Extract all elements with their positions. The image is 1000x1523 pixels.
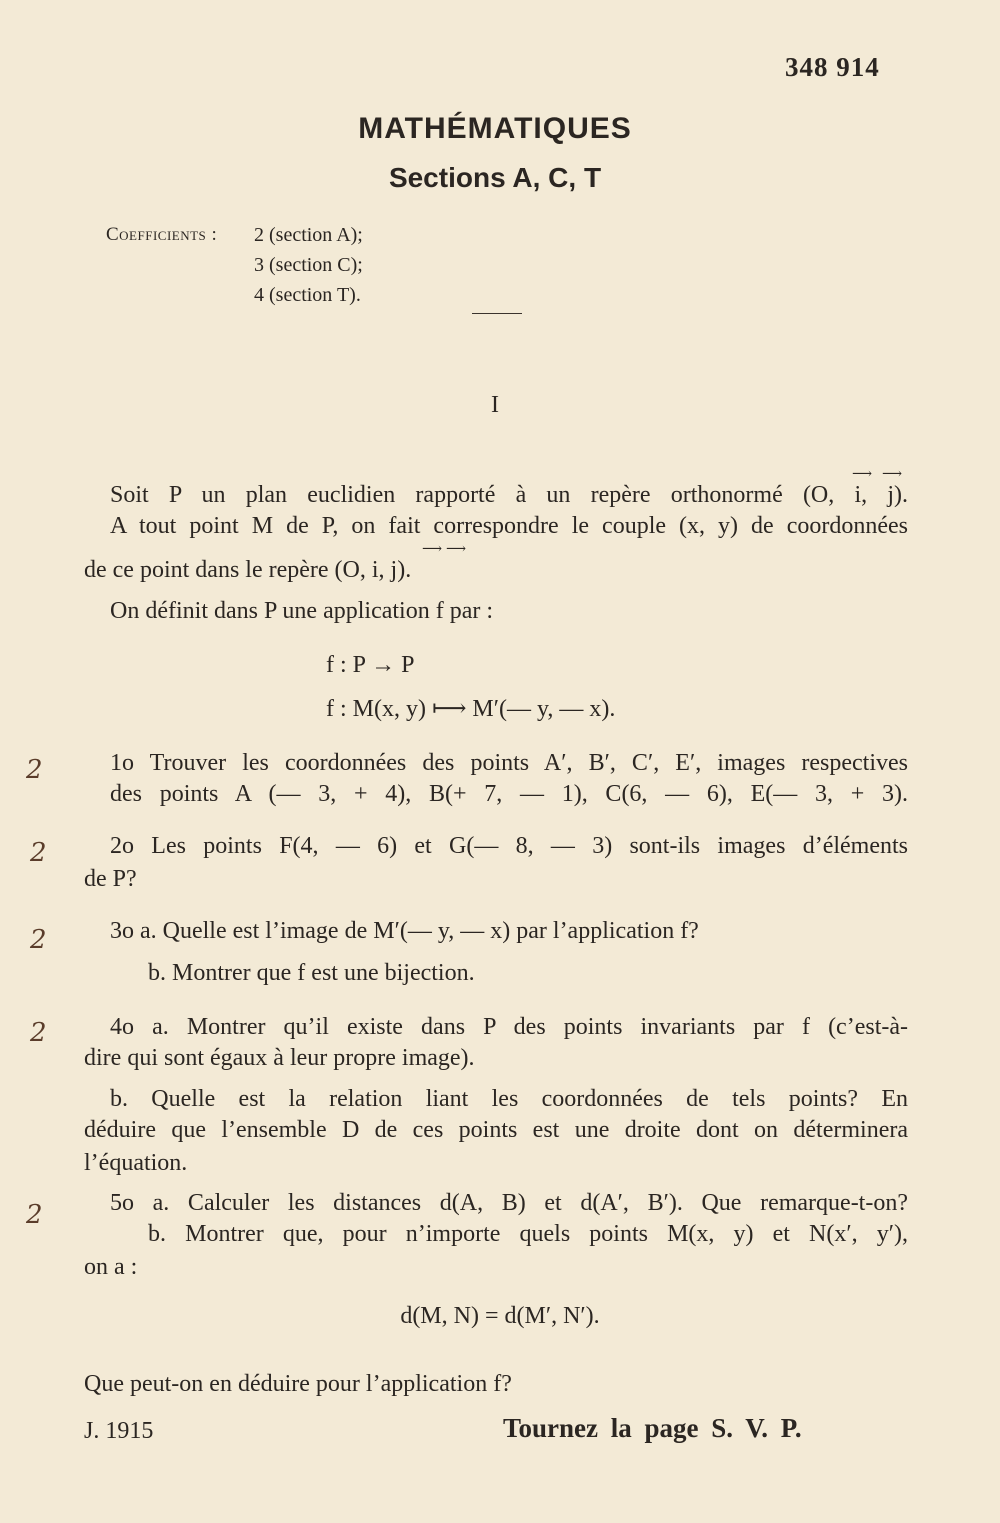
question-4a: dire qui sont égaux à leur propre image). xyxy=(84,1045,475,1071)
page-title: MATHÉMATIQUES xyxy=(358,112,632,145)
part-number: I xyxy=(491,392,499,418)
handwritten-mark: 2 xyxy=(30,925,47,955)
question-4b: b. Quelle est la relation liant les coordonnées de tels points? En xyxy=(110,1086,908,1112)
conclusion-question: Que peut-on en déduire pour l’application f? xyxy=(84,1371,512,1397)
question-5a: 5o a. Calculer les distances d(A, B) et d(A′, B′). Que remarque-t-on? xyxy=(110,1190,908,1216)
handwritten-mark: 2 xyxy=(30,1018,47,1048)
question-2: 2o Les points F(4, — 6) et G(— 8, — 3) sont-ils images d’éléments xyxy=(110,833,908,859)
definition-line: f : M(x, y) ⟼ M′(— y, — x). xyxy=(326,696,616,722)
question-1: des points A (— 3, + 4), B(+ 7, — 1), C(6, — 6), E(— 3, + 3). xyxy=(110,781,908,807)
distance-formula: d(M, N) = d(M′, N′). xyxy=(400,1303,600,1329)
vector-arrow-icon: ⟶ xyxy=(422,542,443,557)
section-divider xyxy=(472,313,522,314)
coefficients-label: Coefficients : xyxy=(106,224,218,245)
question-2: de P? xyxy=(84,866,137,892)
intro-line: de ce point dans le repère (O, i, j). xyxy=(84,557,412,583)
question-5b: on a : xyxy=(84,1254,138,1280)
question-5b: b. Montrer que, pour n’importe quels points M(x, y) et N(x′, y′), xyxy=(148,1221,908,1247)
handwritten-mark: 2 xyxy=(26,1200,43,1230)
intro-line: On définit dans P une application f par : xyxy=(110,598,494,624)
handwritten-mark: 2 xyxy=(26,755,43,785)
intro-line: A tout point M de P, on fait correspondre le couple (x, y) de coordonnées xyxy=(110,513,908,539)
handwritten-mark: 2 xyxy=(30,838,47,868)
coefficient-line: 2 (section A); xyxy=(254,224,363,246)
question-4b: l’équation. xyxy=(84,1150,188,1176)
document-reference-number: 348 914 xyxy=(785,52,880,82)
turn-page-note: Tournez la page S. V. P. xyxy=(503,1413,802,1443)
definition-line: f : P → P xyxy=(326,652,415,678)
vector-arrow-icon: ⟶ xyxy=(446,542,467,557)
coefficient-line: 4 (section T). xyxy=(254,284,361,306)
document-code: J. 1915 xyxy=(84,1418,154,1444)
question-3b: b. Montrer que f est une bijection. xyxy=(148,960,475,986)
question-1: 1o Trouver les coordonnées des points A′, B′, C′, E′, images respectives xyxy=(110,750,908,776)
intro-line: Soit P un plan euclidien rapporté à un repère orthonormé (O, i, j). xyxy=(110,482,908,508)
question-3a: 3o a. Quelle est l’image de M′(— y, — x) par l’application f? xyxy=(110,918,699,944)
question-4b: déduire que l’ensemble D de ces points est une droite dont on déterminera xyxy=(84,1117,908,1143)
vector-arrow-icon: ⟶ xyxy=(882,467,903,482)
coefficient-line: 3 (section C); xyxy=(254,254,363,276)
question-4a: 4o a. Montrer qu’il existe dans P des points invariants par f (c’est-à- xyxy=(110,1014,908,1040)
vector-arrow-icon: ⟶ xyxy=(852,467,873,482)
page-subtitle: Sections A, C, T xyxy=(388,162,602,193)
